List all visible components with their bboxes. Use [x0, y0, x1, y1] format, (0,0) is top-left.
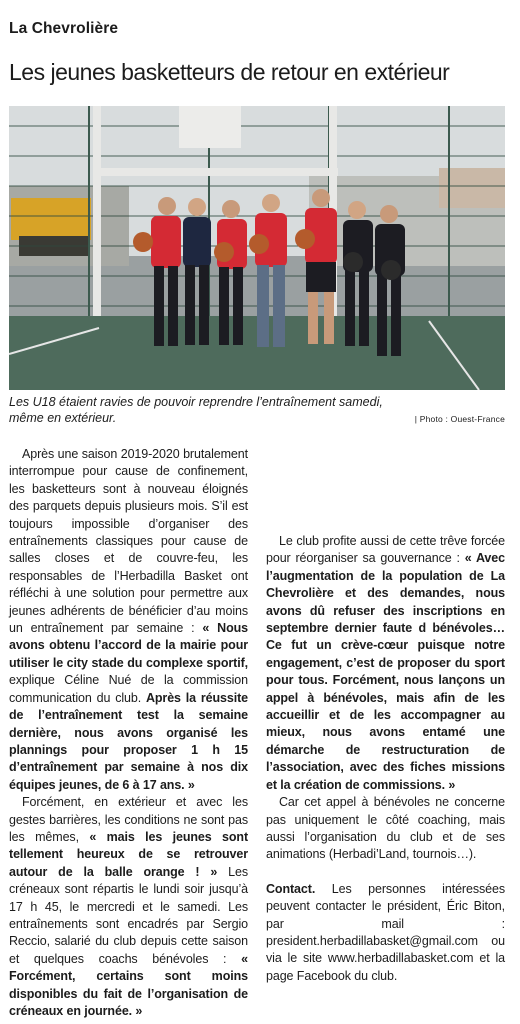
basketball-icon — [381, 260, 401, 280]
basketball-icon — [249, 234, 269, 254]
paragraph: Le club profite aussi de cette trêve forcée pour réorganiser sa gouvernance : « Avec l’augmentation de la population de La Chevrolière et des demandes, nous avons dû refuser des inscriptions en septembre dernier faute d bénévoles… Ce fut un crève-cœur puisque notre engagement, c’est de proposer du sport pour tous. Forcément, nous lançons un appel à bénévoles, mais afin de les accueillir et de les accompagner au mieux, nous avons entamé une démarche de restructuration de l’association, avec des fiches missions et la création de commissions. » — [266, 534, 505, 792]
paragraph: Car cet appel à bénévoles ne concerne pas uniquement le côté coaching, mais aussi l’organisation du club et de ses animations (Herbadi’Land, tournois…). — [266, 795, 505, 862]
basketball-icon — [295, 229, 315, 249]
headline: Les jeunes basketteurs de retour en extérieur — [9, 59, 450, 85]
contact-paragraph: Contact. Les personnes intéressées peuvent contacter le président, Éric Biton, par mail : president.herbadillabasket@gmail.com ou via le site www.herbadillabasket.com et la page Facebook du club. — [266, 881, 505, 983]
article-body-continued — [266, 446, 505, 985]
paragraph: Forcément, en extérieur et avec les gestes barrières, les conditions ne sont pas les mêmes, « mais les jeunes sont tellement heureux de se retrouver autour de la balle orange ! » Les créneaux sont répartis le lundi soir jusqu’à 17 h 45, le mercredi et le samedi. Les entraînements sont encadrés par Sergio Reccio, salarié du club depuis cette saison et quelques coachs bénévoles : « Forcément, certains sont moins disponibles du fait de l’organisation de créneaux en journée. » — [9, 795, 249, 1018]
photo-caption: Les U18 étaient ravies de pouvoir reprendre l’entraînement samedi, même en extérieur. — [9, 395, 383, 425]
article-body — [9, 446, 248, 1020]
paragraph: Après une saison 2019-2020 brutalement interrompue pour cause de confinement, les basketteurs sont à nouveau éloignés des parquets depuis plusieurs mois. S’il est toujours impossible d’organiser des entraînements classiques pour cause de salles closes et de couvre-feu, les responsables de l’Herbadilla Basket ont réfléchi à une solution pour permettre aux jeunes adhérents de bénéficier d’au moins un entraînement par semaine : « Nous avons obtenu l’accord de la mairie pour utiliser le city stade du complexe sportif, explique Céline Nué de la commission communication du club. Après la réussite de l’entraînement test la semaine dernière, nous avons organisé les plannings pour proposer 1 h 15 d’entraînement par semaine à nos dix équipes jeunes, de 6 à 17 ans. » — [9, 447, 248, 792]
basketball-icon — [214, 242, 234, 262]
photo-credit: | Photo : Ouest-France — [414, 414, 505, 424]
article-photo — [9, 106, 505, 390]
section-label: La Chevrolière — [9, 20, 119, 37]
basketball-icon — [133, 232, 153, 252]
basketball-icon — [343, 252, 363, 272]
